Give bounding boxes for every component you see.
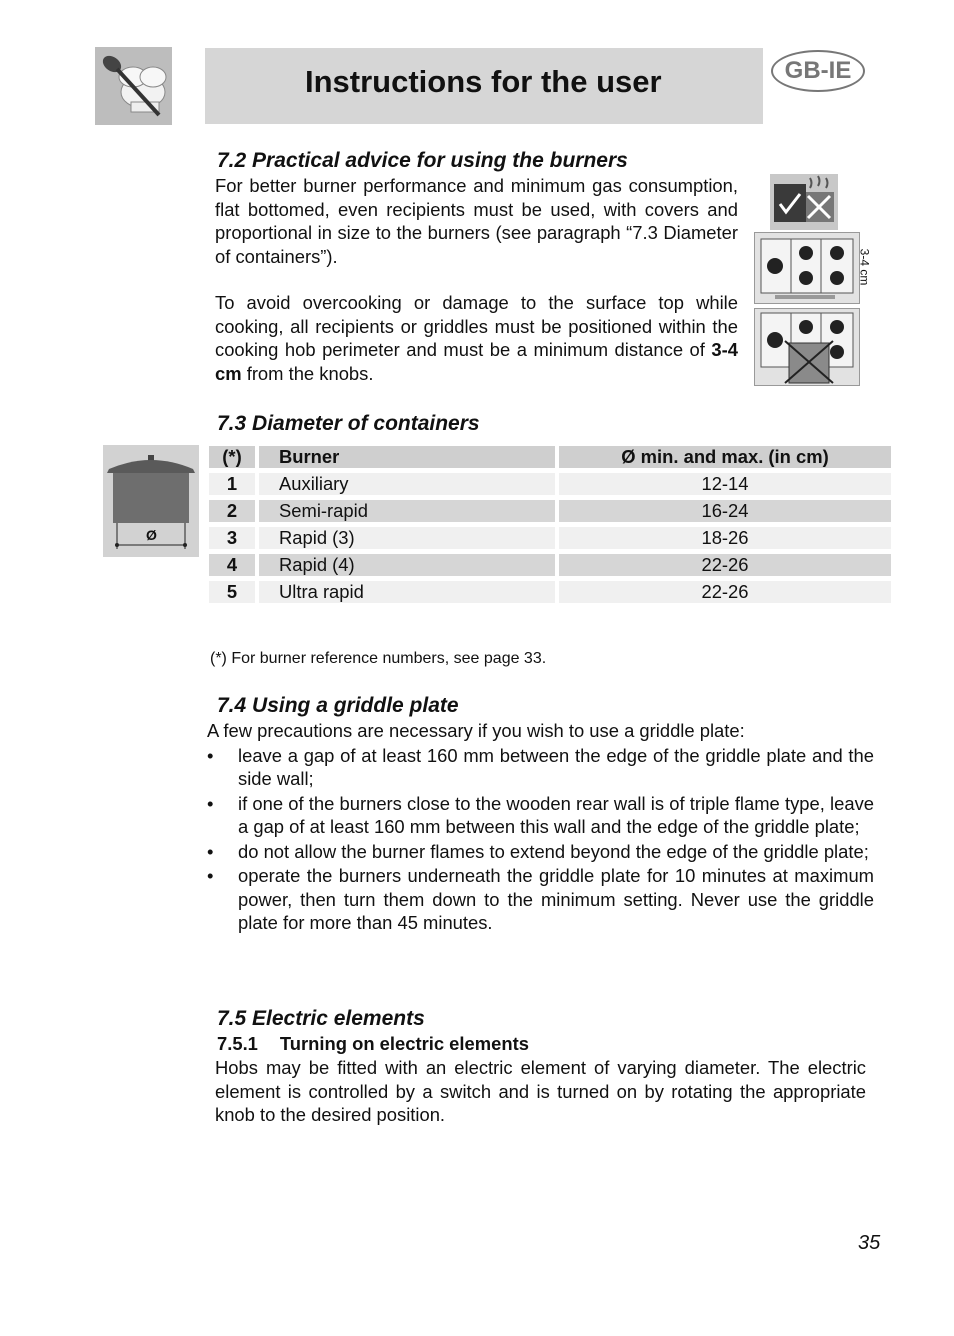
heading-text: 7.3 Diameter of containers	[217, 412, 480, 435]
distance-label: 3-4 cm	[857, 248, 872, 286]
cell-ref: 5	[209, 581, 255, 603]
list-item: • if one of the burners close to the wooden rear wall is of triple flame type, leave a gap of at least 160 mm between this wall and the edge of the griddle plate;	[207, 792, 874, 839]
column-header-ref: (*)	[209, 446, 255, 468]
distance-label-wrap	[857, 240, 876, 300]
griddle-intro: A few precautions are necessary if you wish to use a griddle plate:	[207, 720, 745, 741]
electric-elements-text: Hobs may be fitted with an electric element of varying diameter. The electric element is controlled by a switch and is turned on by rotating the appropriate knob to the desired position.	[215, 1057, 866, 1125]
table-row	[209, 581, 891, 603]
paragraph-positioning	[215, 291, 738, 385]
page-title: Instructions for the user	[305, 64, 662, 99]
section-7-3-heading	[217, 412, 480, 436]
table-footnote: (*) For burner reference numbers, see page 33.	[210, 650, 547, 667]
subsection-title: Turning on electric elements	[279, 1033, 529, 1054]
cell-burner: Rapid (3)	[259, 527, 555, 549]
table-header-row	[209, 446, 891, 468]
title-bar	[205, 48, 763, 124]
hob-wrong-placement-image	[754, 308, 860, 386]
cell-burner: Auxiliary	[259, 473, 555, 495]
list-item: • do not allow the burner flames to extend beyond the edge of the griddle plate;	[207, 840, 874, 864]
cell-diameter: 12-14	[559, 473, 891, 495]
section-7-2-heading	[217, 149, 628, 173]
table-row	[209, 554, 891, 576]
section-7-5-heading	[217, 1007, 425, 1031]
heading-text: 7.5 Electric elements	[217, 1007, 425, 1030]
chef-hat-spoon-icon	[95, 47, 172, 125]
cell-ref: 2	[209, 500, 255, 522]
heading-text: 7.4 Using a griddle plate	[217, 694, 459, 717]
positioning-text-end: from the knobs.	[241, 362, 374, 384]
cell-diameter: 22-26	[559, 554, 891, 576]
column-header-diameter: Ø min. and max. (in cm)	[559, 446, 891, 468]
list-item: • operate the burners underneath the griddle plate for 10 minutes at maximum power, then turn them down to the minimum setting. Never use the griddle plate for more than 45 minutes.	[207, 864, 874, 935]
cell-diameter: 22-26	[559, 581, 891, 603]
subsection-7-5-1-heading	[217, 1033, 529, 1055]
section-7-4-heading	[217, 694, 459, 718]
table-row	[209, 527, 891, 549]
section-7-5-body	[215, 1056, 866, 1127]
cell-diameter: 16-24	[559, 500, 891, 522]
cell-ref: 3	[209, 527, 255, 549]
pot-correct-wrong-icon	[770, 174, 838, 230]
cell-ref: 4	[209, 554, 255, 576]
burner-placement-figure	[752, 170, 878, 386]
language-badge: GB-IE	[771, 50, 865, 92]
burner-diameter-table	[205, 441, 895, 608]
positioning-text: To avoid overcooking or damage to the surface top while cooking, all recipients or griddles must be positioned within the cooking hob perimeter and must be a minimum distance of	[215, 292, 738, 360]
cell-burner: Rapid (4)	[259, 554, 555, 576]
section-7-2-body	[215, 174, 738, 385]
column-header-burner: Burner	[259, 446, 555, 468]
table-row	[209, 473, 891, 495]
griddle-precautions-list	[207, 744, 874, 935]
cell-burner: Semi-rapid	[259, 500, 555, 522]
cell-burner: Ultra rapid	[259, 581, 555, 603]
cell-diameter: 18-26	[559, 527, 891, 549]
subsection-number: 7.5.1	[217, 1033, 258, 1054]
paragraph-burner-performance: For better burner performance and minimum gas consumption, flat bottomed, even recipients must be used, with covers and proportional in size to the burners (see paragraph “7.3 Diameter of containers”).	[215, 175, 738, 267]
distance-bold: 3-4 cm	[215, 339, 738, 384]
page-number: 35	[858, 1232, 881, 1254]
cell-ref: 1	[209, 473, 255, 495]
section-7-4-body	[207, 719, 874, 936]
table-row	[209, 500, 891, 522]
list-item: • leave a gap of at least 160 mm between the edge of the griddle plate and the side wall;	[207, 744, 874, 791]
diameter-symbol: Ø	[146, 527, 157, 543]
hob-correct-placement-image	[754, 232, 860, 304]
pot-diameter-image	[103, 445, 199, 557]
chef-logo	[95, 47, 172, 125]
heading-text: 7.2 Practical advice for using the burners	[217, 149, 628, 172]
